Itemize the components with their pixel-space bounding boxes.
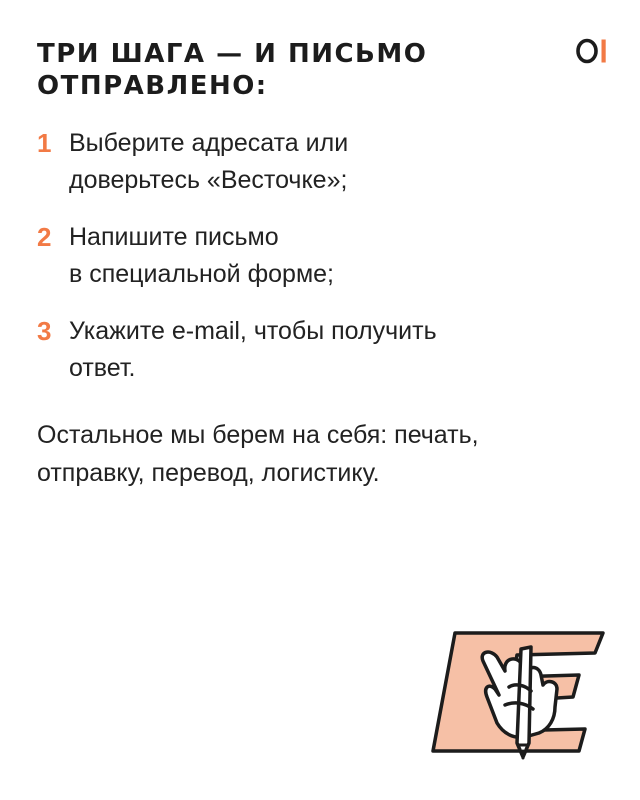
step-item — [37, 313, 597, 387]
step-item — [37, 219, 597, 293]
step-item — [37, 125, 597, 199]
step-text-line-1: Напишите письмо — [69, 223, 279, 251]
page-title-line-1: ТРИ ШАГА — И ПИСЬМО — [37, 39, 428, 69]
outro-text-line-1: Остальное мы берем на себя: печать, — [37, 421, 479, 449]
hand-writing-letter-icon — [425, 625, 615, 765]
step-text-line-2: ответ. — [69, 354, 136, 382]
step-text-line-1: Выберите адресата или — [69, 129, 349, 157]
step-number: 2 — [37, 222, 52, 252]
step-text-line-2: доверьтесь «Весточке»; — [69, 166, 348, 194]
outro-text-line-2: отправку, перевод, логистику. — [37, 459, 380, 487]
step-number: 3 — [37, 316, 52, 346]
step-text-line-2: в специальной форме; — [69, 260, 335, 288]
page-title-line-2: ОТПРАВЛЕНО: — [37, 71, 268, 101]
step-text-line-1: Укажите e-mail, чтобы получить — [69, 317, 437, 345]
page-title — [37, 38, 427, 102]
steps-list — [37, 125, 597, 407]
brand-logo-icon — [576, 38, 610, 64]
outro-text — [37, 416, 479, 492]
step-number: 1 — [37, 128, 52, 158]
